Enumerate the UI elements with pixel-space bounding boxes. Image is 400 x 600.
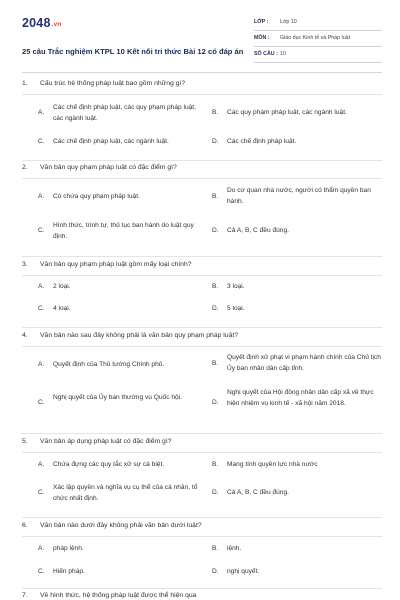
- option-letter: B.: [212, 461, 219, 468]
- option-letter: A.: [38, 109, 45, 116]
- option-letter: B.: [212, 545, 219, 552]
- meta-key: SỐ CÂU :: [254, 51, 278, 57]
- option-text: nghị quyết.: [227, 568, 260, 575]
- question-3: [22, 261, 382, 321]
- question-rule: [22, 433, 382, 434]
- option-letter: A.: [38, 193, 45, 200]
- question-rule: [22, 178, 382, 179]
- option-text: Có chứa quy phạm pháp luật.: [53, 193, 140, 200]
- option-letter: D.: [212, 227, 219, 234]
- meta-value: Lớp 10: [280, 19, 297, 25]
- question-text: Văn bản nào dưới đây không phải văn bản dưới luật?: [40, 522, 202, 529]
- question-5: [22, 438, 382, 516]
- question-number: 4.: [22, 332, 28, 339]
- option-text: lệnh.: [227, 545, 242, 552]
- logo-sub: .vn: [51, 21, 62, 28]
- meta-row-subject: [254, 31, 382, 47]
- option-text: 5 loại.: [227, 305, 245, 312]
- option-letter: A.: [38, 461, 45, 468]
- question-number: 1.: [22, 80, 28, 87]
- option-text: 3 loại.: [227, 283, 245, 290]
- question-rule: [22, 452, 382, 453]
- question-number: 7.: [22, 592, 28, 599]
- option-text: Chứa đựng các quy tắc xử sự cá biệt.: [53, 461, 165, 468]
- option-letter: D.: [212, 305, 219, 312]
- question-1: [22, 80, 382, 160]
- question-text: Văn bản áp dụng pháp luật có đặc điểm gì?: [40, 438, 172, 445]
- option-text: Các chế định pháp luật, các quy phạm pháp luật, các ngành luật.: [53, 104, 196, 122]
- question-rule: [22, 94, 382, 95]
- question-rule: [22, 327, 382, 328]
- question-rule: [22, 517, 382, 518]
- option-text: Các chế định pháp luật, các ngành luật.: [53, 138, 169, 145]
- question-rule: [22, 536, 382, 537]
- question-number: 5.: [22, 438, 28, 445]
- meta-table: [254, 15, 382, 63]
- option-text: Nghị quyết của Hội đồng nhân dân cấp xã về thực hiện nhiệm vụ kinh tế - xã hội năm 2018.: [227, 389, 374, 407]
- option-text: Cả A, B, C đều đúng.: [227, 227, 289, 234]
- question-rule: [22, 346, 382, 347]
- option-letter: C.: [38, 568, 45, 575]
- option-text: Quyết định của Thủ tướng Chính phủ.: [53, 361, 165, 368]
- option-text: Các quy phạm pháp luật, các ngành luật.: [227, 109, 347, 116]
- question-text: Văn bản quy phạm pháp luật có đặc điểm gì?: [40, 164, 177, 171]
- option-letter: B.: [212, 283, 219, 290]
- logo-main: 2048: [22, 16, 51, 30]
- question-4: [22, 332, 382, 432]
- option-letter: C.: [38, 489, 45, 496]
- option-text: Quyết định xử phạt vi phạm hành chính của Chủ tịch Ủy ban nhân dân cấp tỉnh.: [227, 354, 381, 372]
- meta-row-count: [254, 47, 382, 63]
- question-rule: [22, 160, 382, 161]
- question-text: Cấu trúc hệ thống pháp luật bao gồm những gì?: [40, 80, 186, 87]
- question-text: Văn bản quy phạm pháp luật gồm mấy loại chính?: [40, 261, 192, 268]
- option-letter: C.: [38, 227, 45, 234]
- meta-value: 10: [280, 51, 286, 57]
- option-letter: C.: [38, 399, 45, 406]
- option-letter: C.: [38, 305, 45, 312]
- question-number: 3.: [22, 261, 28, 268]
- site-logo[interactable]: [22, 16, 62, 30]
- option-text: Hình thức, trình tự, thủ tục ban hành do luật quy định.: [53, 222, 194, 240]
- option-letter: D.: [212, 138, 219, 145]
- option-letter: A.: [38, 283, 45, 290]
- question-text: Về hình thức, hệ thống pháp luật được thể hiện qua: [40, 592, 197, 599]
- question-rule: [22, 256, 382, 257]
- option-letter: D.: [212, 489, 219, 496]
- document-title: 25 câu Trắc nghiệm KTPL 10 Kết nối tri thức Bài 12 có đáp án: [22, 47, 244, 56]
- option-text: Do cơ quan nhà nước, người có thẩm quyền ban hành.: [227, 187, 371, 205]
- option-letter: D.: [212, 568, 219, 575]
- question-text: Văn bản nào sau đây không phải là văn bản quy phạm pháp luật?: [40, 332, 239, 339]
- option-text: pháp lệnh.: [53, 545, 84, 552]
- document-header: [22, 14, 382, 74]
- question-7: [22, 592, 382, 600]
- option-text: 2 loại.: [53, 283, 71, 290]
- option-text: 4 loại.: [53, 305, 71, 312]
- option-text: Xác lập quyền và nghĩa vụ cụ thể của cá nhân, tổ chức nhất định.: [53, 484, 198, 502]
- option-text: Mang tính quyền lực nhà nước: [227, 461, 318, 468]
- option-letter: D.: [212, 399, 219, 406]
- option-letter: B.: [212, 109, 219, 116]
- question-2: [22, 164, 382, 248]
- question-rule: [22, 588, 382, 589]
- option-text: Cả A, B, C đều đúng.: [227, 489, 289, 496]
- option-text: Nghị quyết của Ủy ban thường vụ Quốc hội.: [53, 394, 182, 401]
- option-letter: A.: [38, 361, 45, 368]
- question-6: [22, 522, 382, 584]
- header-divider: [22, 72, 382, 73]
- option-letter: C.: [38, 138, 45, 145]
- question-rule: [22, 275, 382, 276]
- option-letter: B.: [212, 360, 219, 367]
- option-letter: B.: [212, 193, 219, 200]
- meta-key: MÔN :: [254, 35, 270, 41]
- question-number: 6.: [22, 522, 28, 529]
- option-text: Các chế định pháp luật.: [227, 138, 297, 145]
- option-letter: A.: [38, 545, 45, 552]
- meta-value: Giáo dục Kinh tế và Pháp luật: [280, 35, 351, 41]
- question-number: 2.: [22, 164, 28, 171]
- option-text: Hiến pháp.: [53, 568, 85, 575]
- meta-key: LỚP :: [254, 19, 269, 25]
- meta-row-class: [254, 15, 382, 31]
